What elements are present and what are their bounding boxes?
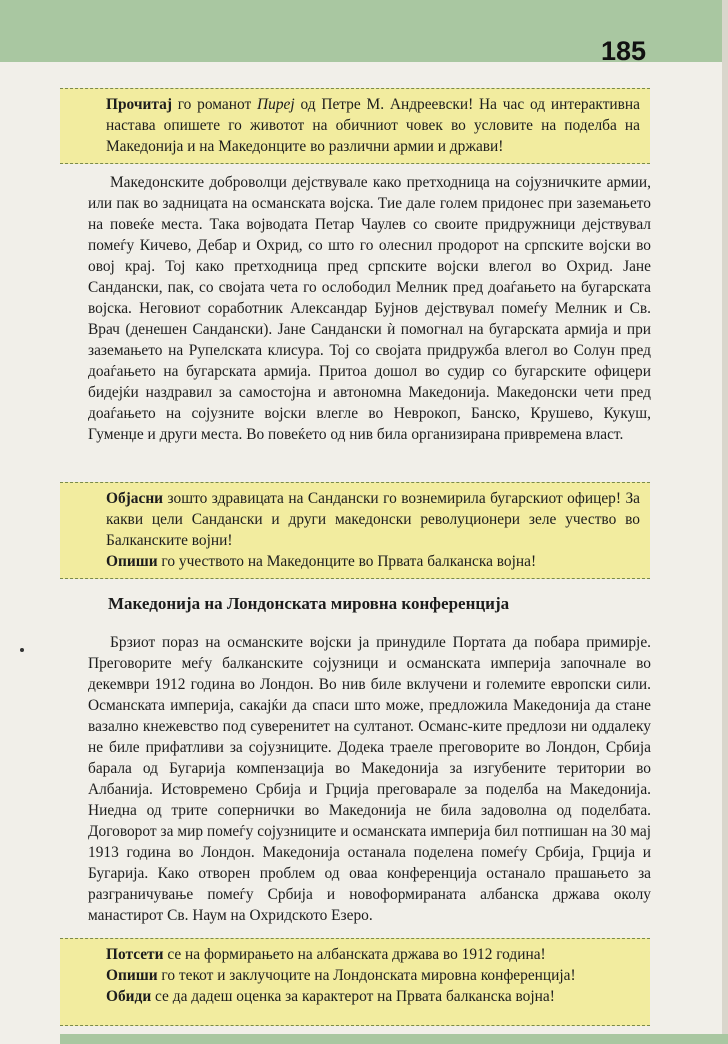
- task-keyword-recall: Потсети: [106, 946, 164, 963]
- paragraph-volunteers: Македонските доброволци дејствувале како претходница на сојузничките армии, или пак во задницата на османската војска. Тие дале голем придонес при заземањето на повеќе места. Така војводата Петар Чаулев со своите придружници дејствувал помеѓу Кичево, Дебар и Охрид, со што го олеснил продорот на српските војски во овој крај. Тој како претходница пред српските војски влегол во Охрид. Јане Сандански, пак, со својата чета го ослободил Мелник пред доаѓањето на бугарската војска. Неговиот соработник Александар Бујнов дејствувал помеѓу Мелник и Св. Врач (денешен Сандански). Јане Сандански ѝ помогнал на бугарската армија и при заземањето на Рупелската клисура. Тој со својата придружба влегол во Солун пред доаѓањето на бугарската армија. Притоа дошол во судир со бугарските офицери бидејќи наздравил за самостојна и автономна Македонија. Македонски чети пред доаѓањето на сојузните војски влегле во Неврокоп, Банско, Крушево, Кукуш, Гуменџе и други места. Во повеќето од нив била организирана привремена власт.: [88, 174, 651, 443]
- review-task-box: [60, 938, 650, 1026]
- reading-task-part-b: од Петре М. Андреевски! На час од интерактивна настава опишете го животот на обичниот човек во условите на поделба на Македонија и на Македонците во различни армии и држави!: [106, 96, 641, 155]
- task-keyword-explain: Објасни: [106, 490, 164, 507]
- reading-task-box: [60, 88, 650, 164]
- task-keyword-read: Прочитај: [106, 96, 172, 113]
- section-heading: Македонија на Лондонската мировна конференција: [108, 594, 510, 613]
- main-text-block-1: [88, 172, 651, 445]
- reading-task-part-a: го романот: [171, 96, 258, 113]
- assess-task-body: се да дадеш оценка за карактерот на Првата балканска војна!: [151, 988, 555, 1005]
- main-text-block-2: [88, 632, 651, 926]
- describe-task-body: го учеството на Македонците во Првата балканска војна!: [157, 553, 537, 570]
- describe-conference-task-text: [106, 965, 640, 986]
- explain-task-body: зошто здравицата на Сандански го вознемирила бугарскиот офицер! За какви цели Сандански и други македонски револуционери зеле учество во Балканските војни!: [106, 490, 640, 549]
- task-keyword-describe-2: Опиши: [106, 967, 158, 984]
- describe-conference-task-body: го текот и заклучоците на Лондонската мировна конференција!: [157, 967, 576, 984]
- paragraph-london-conference: Брзиот пораз на османските војски ја принудиле Портата да побара примирје. Преговорите меѓу балканските сојузници и османската империја започнале во декември 1912 година во Лондон. Во нив биле вклучени и големите европски сили. Османската империја, сакајќи да спаси што може, предложила Македонија да стане вазално кнежевство под суверенитет на султанот. Османс-ките предлози ни оддалеку не биле прифатливи за сојузниците. Додека траеле преговорите во Лондон, Србија барала од Бугарија компензација во Македонија за изгубените територии во Албанија. Истовремено Србија и Грција преговарале за поделба на Македонија. Ниедна од трите сопернички во Македонија не била задоволна од поделбата. Договорот за мир помеѓу сојузниците и османската империја бил потпишан на 30 мај 1913 година во Лондон. Македонија останала поделена помеѓу Србија, Грција и Бугарија. Како отворен проблем од оваа конференција останало прашањето за разграничување помеѓу Србија и новоформираната албанска држава околу манастирот Св. Наум на Охридското Езеро.: [88, 634, 651, 924]
- task-keyword-try: Обиди: [106, 988, 152, 1005]
- margin-dot: [20, 648, 24, 652]
- page-edge-shadow: [722, 0, 728, 1044]
- page-number: 185: [600, 36, 646, 66]
- reading-task-text: [106, 94, 640, 157]
- assess-task-text: [106, 986, 640, 1007]
- recall-task-text: [106, 944, 640, 965]
- novel-title: Пиреј: [257, 96, 295, 113]
- task-keyword-describe: Опиши: [106, 553, 158, 570]
- bottom-color-band: [60, 1034, 728, 1044]
- recall-task-body: се на формирањето на албанската држава во 1912 година!: [163, 946, 546, 963]
- explain-task-box: [60, 482, 650, 579]
- explain-task-text: [106, 488, 640, 551]
- describe-task-text: [106, 551, 640, 572]
